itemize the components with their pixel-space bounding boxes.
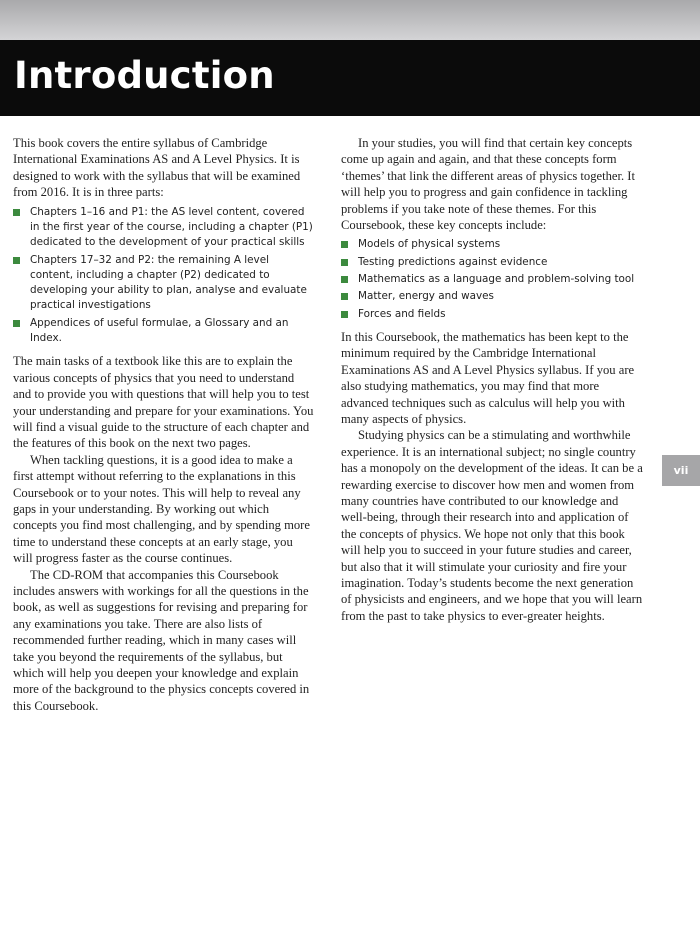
book-parts-list xyxy=(13,205,315,347)
list-item xyxy=(341,272,643,287)
intro-paragraph: This book covers the entire syllabus of Cambridge International Examinations AS and A Level Physics. It is designed to work with the syllabus that will be examined from 2016. It is in three parts: xyxy=(13,136,301,200)
list-item-text: Chapters 17–32 and P2: the remaining A level content, including a chapter (P2) dedicated to developing your ability to plan, analyse and evaluate practical investigations xyxy=(30,253,307,312)
bullet-square-icon xyxy=(341,293,348,300)
bullet-square-icon xyxy=(13,320,20,327)
bullet-square-icon xyxy=(13,257,20,264)
left-column xyxy=(13,135,315,714)
list-item xyxy=(341,307,643,322)
list-item-text: Appendices of useful formulae, a Glossary and an Index. xyxy=(30,316,289,344)
list-item xyxy=(13,205,315,251)
cdrom-paragraph: The CD-ROM that accompanies this Coursebook includes answers with workings for all the questions in the book, as well as suggestions for revising and preparing for any examinations you take. There are also lists of recommended further reading, which in many cases will take you beyond the requirements of the syllabus, but which will help you deepen your knowledge and explain more of the background to the physics concepts covered in this Coursebook. xyxy=(13,567,310,713)
mathematics-paragraph: In this Coursebook, the mathematics has been kept to the minimum required by the Cambridge International Examinations AS and A Level Physics syllabus. If you are also studying mathematics, you may find that more advanced techniques such as calculus will help you with many aspects of physics. xyxy=(341,329,635,426)
list-item-text: Models of physical systems xyxy=(358,238,501,251)
page-number-tab xyxy=(662,455,700,486)
bullet-square-icon xyxy=(341,241,348,248)
list-item xyxy=(341,237,643,252)
right-column xyxy=(341,135,643,624)
tackling-questions-paragraph: When tackling questions, it is a good idea to make a first attempt without referring to the explanations in this Coursebook or to your notes. This will help to reveal any gaps in your understanding. By working out which concepts you find most challenging, and by spending more time to understand these concepts at an early stage, you will progress faster as the course continues. xyxy=(13,452,310,566)
list-item-text: Mathematics as a language and problem-solving tool xyxy=(358,273,635,286)
list-item-text: Forces and fields xyxy=(358,307,446,320)
list-item xyxy=(13,316,315,347)
studies-paragraph: In your studies, you will find that certain key concepts come up again and again, and that these concepts form ‘themes’ that link the different areas of physics together. It will help you to progress and gain confidence in tackling problems if you take note of these themes. For this Coursebook, these key concepts include: xyxy=(341,136,635,233)
list-item xyxy=(13,253,315,314)
closing-paragraph: Studying physics can be a stimulating and worthwhile experience. It is an international subject; no single country has a monopoly on the development of the ideas. It can be a rewarding exercise to discover how men and women from many countries have contributed to our knowledge and well-being, through their research into and application of the concepts of physics. We hope not only that this book will help you to succeed in your future studies and career, but also that it will stimulate your curiosity and fire your imagination. Today’s students become the next generation of physicists and engineers, and we hope that you will learn from the past to take physics to ever-greater heights. xyxy=(341,428,643,623)
top-gray-band xyxy=(0,0,700,40)
bullet-square-icon xyxy=(341,259,348,266)
main-tasks-paragraph: The main tasks of a textbook like this are to explain the various concepts of physics that you need to understand and to provide you with questions that will help you to test your understanding and prepare for your examinations. You will find a visual guide to the structure of each chapter and the features of this book on the next two pages. xyxy=(13,354,314,451)
list-item-text: Chapters 1–16 and P1: the AS level content, covered in the first year of the course, including a chapter (P1) dedicated to the development of your practical skills xyxy=(30,205,313,249)
bullet-square-icon xyxy=(341,276,348,283)
list-item-text: Testing predictions against evidence xyxy=(358,255,548,268)
key-concepts-list xyxy=(341,237,643,321)
title-bar xyxy=(0,40,700,116)
bullet-square-icon xyxy=(13,209,20,216)
list-item xyxy=(341,289,643,304)
page-number: vii xyxy=(673,464,689,477)
bullet-square-icon xyxy=(341,311,348,318)
page-title: Introduction xyxy=(14,54,275,97)
list-item xyxy=(341,255,643,270)
list-item-text: Matter, energy and waves xyxy=(358,290,494,303)
